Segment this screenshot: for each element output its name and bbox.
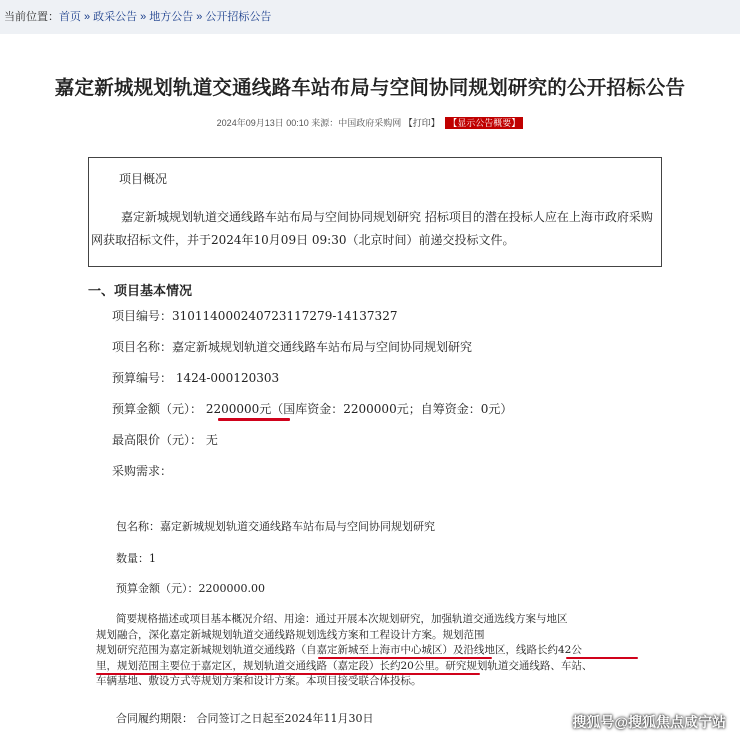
budget-underline	[218, 418, 290, 421]
description-line: 简要规格描述或项目基本概况介绍、用途：通过开展本次规划研究，加强轨道交通选线方案与地区	[116, 613, 568, 625]
route-underline	[318, 657, 492, 659]
package-name: 包名称：嘉定新城规划轨道交通线路车站布局与空间协同规划研究	[116, 520, 435, 533]
package-budget: 预算金额（元）：2200000.00	[116, 582, 265, 595]
publish-info: 2024年09月13日 00:10 来源：中国政府采购网	[216, 118, 402, 128]
print-link[interactable]: 【打印】	[403, 118, 440, 128]
package-quantity: 数量：1	[116, 552, 156, 565]
description-line: 规划融合，深化嘉定新城规划轨道交通线路规划选线方案和工程设计方案。规划范围	[96, 628, 485, 641]
package-description	[96, 612, 676, 690]
contract-period: 合同履约期限： 合同签订之日起至2024年11月30日	[116, 712, 374, 725]
overview-heading: 项目概况	[119, 172, 168, 186]
budget-amount: 预算金额（元）： 2200000元（国库资金：2200000元；自筹资金：0元）	[112, 402, 513, 416]
length-underline	[566, 657, 638, 659]
project-number: 项目编号：310114000240723117279-14137327	[112, 309, 398, 323]
announcement-content	[0, 34, 740, 736]
overview-text: 嘉定新城规划轨道交通线路车站布局与空间协同规划研究 招标项目的潜在投标人应在上海市政府采购网获取招标文件，并于2024年10月09日 09:30（北京时间）前递交投标文件。	[91, 210, 653, 247]
breadcrumb-separator: »	[140, 11, 147, 23]
scope-underline	[96, 673, 480, 675]
breadcrumb-home-link[interactable]: 首页	[59, 11, 81, 23]
description-line: 里，规划范围主要位于嘉定区，规划轨道交通线路（嘉定段）长约20公里。研究规划轨道交通线路、车站、	[96, 659, 593, 672]
project-overview-box	[88, 157, 662, 267]
page-title: 嘉定新城规划轨道交通线路车站布局与空间协同规划研究的公开招标公告	[54, 77, 686, 99]
description-line: 规划研究范围为嘉定新城规划轨道交通线路（自嘉定新城至上海市中心城区）及沿线地区，线路长约42公	[96, 644, 582, 656]
breadcrumb-local-link[interactable]: 地方公告	[149, 11, 194, 23]
watermark: 搜狐号@搜狐焦点咸宁站	[572, 714, 726, 730]
breadcrumb-procurement-link[interactable]: 政采公告	[93, 11, 138, 23]
procurement-demand: 采购需求：	[112, 464, 173, 478]
breadcrumb-prefix: 当前位置：	[4, 11, 59, 23]
announcement-meta	[0, 116, 740, 129]
breadcrumb-separator: »	[196, 11, 203, 23]
max-price: 最高限价（元）： 无	[112, 433, 218, 447]
breadcrumb	[0, 0, 740, 34]
section-basic-info-title: 一、项目基本情况	[88, 283, 193, 298]
breadcrumb-separator: »	[84, 11, 91, 23]
project-name: 项目名称：嘉定新城规划轨道交通线路车站布局与空间协同规划研究	[112, 340, 473, 354]
description-line: 车辆基地、敷设方式等规划方案和设计方案。本项目接受联合体投标。	[96, 675, 422, 687]
budget-number: 预算编号： 1424-000120303	[112, 371, 280, 385]
breadcrumb-tender-link[interactable]: 公开招标公告	[205, 11, 272, 23]
show-summary-button[interactable]: 【显示公告概要】	[445, 117, 523, 129]
